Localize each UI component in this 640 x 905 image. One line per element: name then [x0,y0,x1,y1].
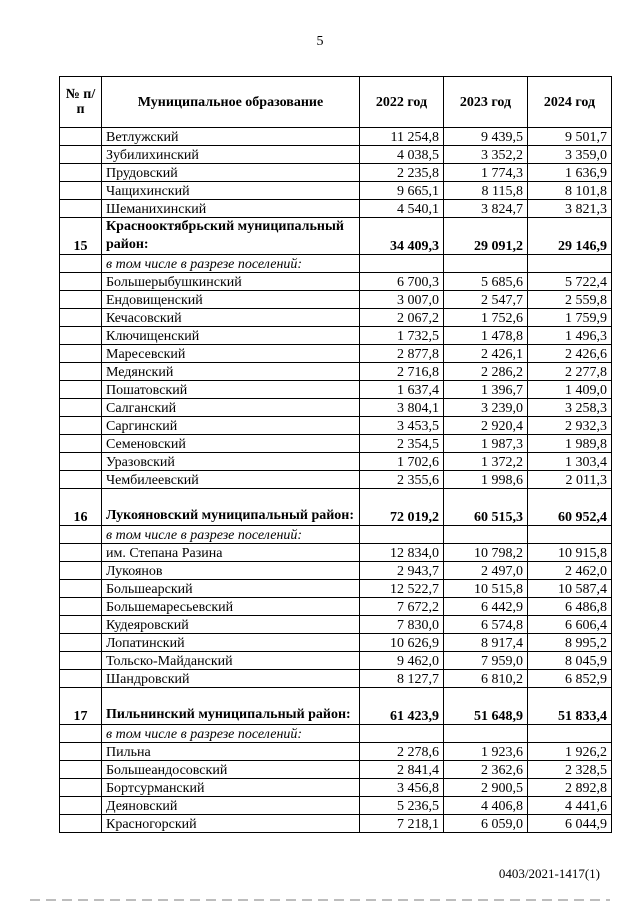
value-2023: 10 515,8 [444,580,528,598]
value-2024 [528,255,612,273]
value-2023: 6 442,9 [444,598,528,616]
value-2023 [444,526,528,544]
row-number [60,652,102,670]
municipality-name: Ключищенский [102,327,360,345]
value-2022: 3 453,5 [360,417,444,435]
value-2022: 11 254,8 [360,128,444,146]
value-2022 [360,725,444,743]
header-municipality: Муниципальное образование [102,77,360,128]
municipality-name: им. Степана Разина [102,544,360,562]
table-row [60,634,612,652]
value-2022: 1 637,4 [360,381,444,399]
value-2023: 2 286,2 [444,363,528,381]
value-2022: 1 732,5 [360,327,444,345]
municipality-name: Деяновский [102,797,360,815]
scan-artifact [30,899,610,901]
value-2022: 5 236,5 [360,797,444,815]
value-2022: 9 462,0 [360,652,444,670]
municipality-name: Большеарский [102,580,360,598]
table-row [60,291,612,309]
header-2022: 2022 год [360,77,444,128]
value-2023: 1 478,8 [444,327,528,345]
municipality-name: в том числе в разрезе поселений: [102,255,360,273]
table-row [60,562,612,580]
value-2023: 8 917,4 [444,634,528,652]
row-number [60,435,102,453]
row-number [60,725,102,743]
value-2024: 2 932,3 [528,417,612,435]
value-2023: 1 998,6 [444,471,528,489]
table-row [60,128,612,146]
value-2022: 9 665,1 [360,182,444,200]
table-row [60,417,612,435]
municipality-name: Чащихинский [102,182,360,200]
value-2023: 6 810,2 [444,670,528,688]
value-2023: 1 396,7 [444,381,528,399]
value-2023: 7 959,0 [444,652,528,670]
table-row [60,544,612,562]
value-2023: 1 923,6 [444,743,528,761]
value-2023: 4 406,8 [444,797,528,815]
municipality-name: в том числе в разрезе поселений: [102,725,360,743]
value-2022: 12 834,0 [360,544,444,562]
table-row [60,598,612,616]
value-2023: 3 352,2 [444,146,528,164]
municipality-name: Большерыбушкинский [102,273,360,291]
value-2022 [360,255,444,273]
row-number [60,562,102,580]
value-2024: 2 426,6 [528,345,612,363]
value-2024: 4 441,6 [528,797,612,815]
table-row [60,761,612,779]
value-2022: 34 409,3 [360,218,444,255]
value-2022: 3 007,0 [360,291,444,309]
value-2023: 8 115,8 [444,182,528,200]
table-header-row [60,77,612,128]
table-row [60,797,612,815]
municipality-name: Медянский [102,363,360,381]
value-2022 [360,526,444,544]
value-2024: 6 606,4 [528,616,612,634]
header-2024: 2024 год [528,77,612,128]
row-number [60,146,102,164]
value-2023: 29 091,2 [444,218,528,255]
row-number [60,309,102,327]
value-2024: 29 146,9 [528,218,612,255]
value-2023: 60 515,3 [444,489,528,526]
municipality-name: Маресевский [102,345,360,363]
document-code: 0403/2021-1417(1) [498,866,600,881]
table-row [60,327,612,345]
value-2023: 2 920,4 [444,417,528,435]
table-row [60,815,612,833]
municipality-name: Салганский [102,399,360,417]
table-row [60,200,612,218]
value-2022: 2 355,6 [360,471,444,489]
municipality-name: Пошатовский [102,381,360,399]
value-2022: 2 235,8 [360,164,444,182]
row-number [60,128,102,146]
row-number [60,670,102,688]
row-number [60,200,102,218]
value-2022: 7 830,0 [360,616,444,634]
value-2024: 8 995,2 [528,634,612,652]
value-2022: 2 877,8 [360,345,444,363]
table-row [60,309,612,327]
value-2022: 6 700,3 [360,273,444,291]
row-number [60,399,102,417]
row-number [60,797,102,815]
row-number [60,255,102,273]
value-2024: 8 045,9 [528,652,612,670]
value-2024: 1 496,3 [528,327,612,345]
municipality-name: Красногорский [102,815,360,833]
row-number [60,182,102,200]
table-row [60,652,612,670]
value-2024: 10 587,4 [528,580,612,598]
municipality-name: Шандровский [102,670,360,688]
row-number [60,471,102,489]
value-2023: 2 362,6 [444,761,528,779]
row-number [60,291,102,309]
municipality-name: Тольско-Майданский [102,652,360,670]
district-row [60,218,612,255]
municipality-name: Саргинский [102,417,360,435]
table-row [60,580,612,598]
value-2022: 2 841,4 [360,761,444,779]
value-2023 [444,255,528,273]
value-2022: 3 456,8 [360,779,444,797]
value-2022: 4 038,5 [360,146,444,164]
municipality-name: Чембилеевский [102,471,360,489]
row-number [60,273,102,291]
municipality-name: Большемаресьевский [102,598,360,616]
municipality-name: в том числе в разрезе поселений: [102,526,360,544]
row-number [60,743,102,761]
value-2024: 3 821,3 [528,200,612,218]
table-row [60,146,612,164]
value-2023: 2 547,7 [444,291,528,309]
table-row [60,164,612,182]
row-number [60,526,102,544]
value-2024: 1 759,9 [528,309,612,327]
municipality-name: Уразовский [102,453,360,471]
value-2023 [444,725,528,743]
value-2023: 6 059,0 [444,815,528,833]
value-2023: 2 426,1 [444,345,528,363]
row-number [60,164,102,182]
value-2022: 8 127,7 [360,670,444,688]
row-number [60,815,102,833]
municipality-name: Лукояновский муниципальный район: [102,489,360,526]
municipality-name: Бортсурманский [102,779,360,797]
value-2023: 2 900,5 [444,779,528,797]
value-2024: 2 462,0 [528,562,612,580]
row-number [60,779,102,797]
value-2022: 2 943,7 [360,562,444,580]
value-2022: 3 804,1 [360,399,444,417]
municipality-name: Большеандосовский [102,761,360,779]
municipality-name: Лукоянов [102,562,360,580]
value-2024: 1 409,0 [528,381,612,399]
value-2024: 2 559,8 [528,291,612,309]
value-2023: 3 824,7 [444,200,528,218]
value-2024: 2 011,3 [528,471,612,489]
row-number [60,417,102,435]
table-row [60,616,612,634]
value-2024: 2 892,8 [528,779,612,797]
value-2023: 1 987,3 [444,435,528,453]
value-2024: 51 833,4 [528,688,612,725]
municipality-name: Кудеяровский [102,616,360,634]
value-2022: 2 716,8 [360,363,444,381]
row-number [60,761,102,779]
value-2022: 10 626,9 [360,634,444,652]
subheading-row [60,725,612,743]
value-2024: 1 989,8 [528,435,612,453]
value-2024: 8 101,8 [528,182,612,200]
district-row [60,489,612,526]
budget-table [59,76,612,833]
row-number [60,453,102,471]
municipality-name: Прудовский [102,164,360,182]
table-row [60,743,612,761]
row-number [60,544,102,562]
value-2023: 2 497,0 [444,562,528,580]
value-2023: 1 752,6 [444,309,528,327]
value-2022: 72 019,2 [360,489,444,526]
value-2023: 6 574,8 [444,616,528,634]
value-2024: 1 926,2 [528,743,612,761]
value-2024: 10 915,8 [528,544,612,562]
value-2022: 7 218,1 [360,815,444,833]
row-number [60,634,102,652]
value-2022: 2 278,6 [360,743,444,761]
table-row [60,670,612,688]
row-number [60,580,102,598]
municipality-name: Ендовищенский [102,291,360,309]
value-2023: 1 372,2 [444,453,528,471]
value-2022: 61 423,9 [360,688,444,725]
value-2024: 1 636,9 [528,164,612,182]
row-number: 15 [60,218,102,255]
value-2024: 9 501,7 [528,128,612,146]
value-2022: 1 702,6 [360,453,444,471]
value-2024: 60 952,4 [528,489,612,526]
municipality-name: Шеманихинский [102,200,360,218]
row-number [60,598,102,616]
table-row [60,779,612,797]
row-number [60,345,102,363]
value-2024 [528,526,612,544]
value-2024: 3 258,3 [528,399,612,417]
municipality-name: Пильнинский муниципальный район: [102,688,360,725]
value-2024: 6 852,9 [528,670,612,688]
value-2024: 3 359,0 [528,146,612,164]
municipality-name: Семеновский [102,435,360,453]
municipality-name: Зубилихинский [102,146,360,164]
value-2022: 2 067,2 [360,309,444,327]
row-number [60,327,102,345]
value-2024 [528,725,612,743]
page-number: 5 [316,34,324,49]
value-2024: 5 722,4 [528,273,612,291]
table-row [60,453,612,471]
value-2024: 6 486,8 [528,598,612,616]
table-row [60,435,612,453]
value-2022: 2 354,5 [360,435,444,453]
subheading-row [60,255,612,273]
subheading-row [60,526,612,544]
value-2022: 7 672,2 [360,598,444,616]
table-row [60,273,612,291]
value-2023: 9 439,5 [444,128,528,146]
value-2022: 4 540,1 [360,200,444,218]
value-2024: 2 277,8 [528,363,612,381]
municipality-name: Кечасовский [102,309,360,327]
row-number [60,363,102,381]
table-row [60,345,612,363]
value-2022: 12 522,7 [360,580,444,598]
row-number [60,616,102,634]
value-2024: 1 303,4 [528,453,612,471]
value-2023: 3 239,0 [444,399,528,417]
value-2024: 6 044,9 [528,815,612,833]
value-2023: 10 798,2 [444,544,528,562]
municipality-name: Ветлужский [102,128,360,146]
row-number: 17 [60,688,102,725]
header-number: № п/п [60,77,102,128]
table-row [60,399,612,417]
row-number: 16 [60,489,102,526]
value-2024: 2 328,5 [528,761,612,779]
table-row [60,471,612,489]
header-2023: 2023 год [444,77,528,128]
table-row [60,381,612,399]
municipality-name: Пильна [102,743,360,761]
value-2023: 1 774,3 [444,164,528,182]
value-2023: 51 648,9 [444,688,528,725]
value-2023: 5 685,6 [444,273,528,291]
municipality-name: Лопатинский [102,634,360,652]
municipality-name: Краснооктябрьский муниципальный район: [102,218,360,255]
table-row [60,182,612,200]
row-number [60,381,102,399]
district-row [60,688,612,725]
table-row [60,363,612,381]
